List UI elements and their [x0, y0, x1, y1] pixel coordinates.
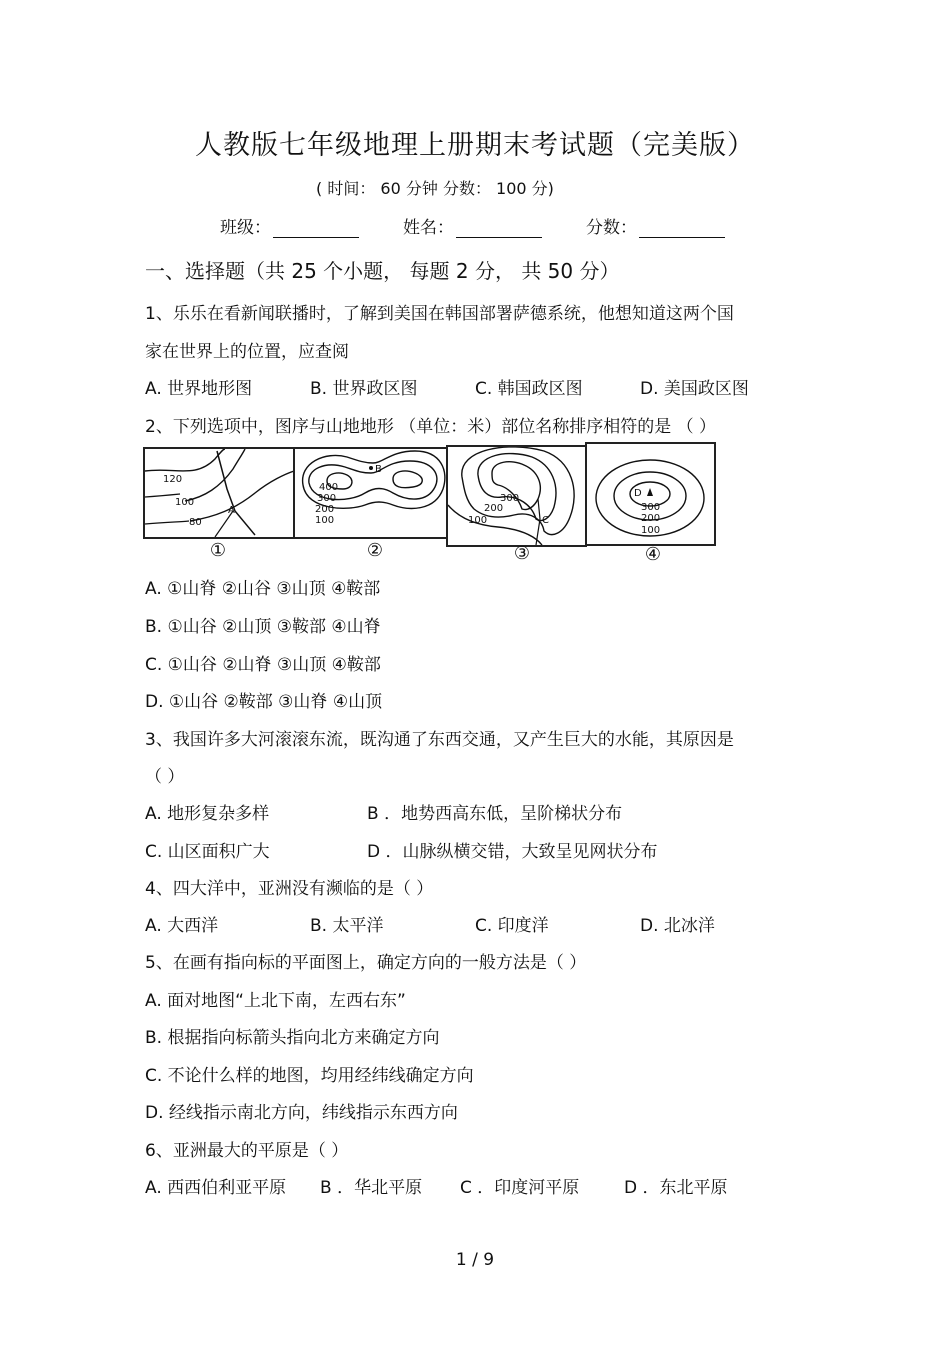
- q1-option-d[interactable]: D. 美国政区图: [640, 379, 749, 399]
- exam-time-line: ( 时间： 60 分钟 分数： 100 分): [316, 179, 554, 198]
- q4-stem: 4、四大洋中，亚洲没有濒临的是（ ）: [145, 879, 434, 899]
- score-blank[interactable]: [639, 219, 725, 238]
- q1-option-a[interactable]: A. 世界地形图: [145, 379, 253, 399]
- q3-stem-line1: 3、我国许多大河滚滚东流，既沟通了东西交通，又产生巨大的水能，其原因是: [145, 730, 734, 750]
- fig2-label-200: 200: [315, 504, 335, 515]
- q2-option-b[interactable]: B. ①山谷 ②山顶 ③鞍部 ④山脊: [145, 617, 381, 637]
- contour-map-1: [143, 447, 296, 539]
- q4-option-a[interactable]: A. 大西洋: [145, 916, 219, 936]
- fig2-label-300: 300: [317, 493, 337, 504]
- q2-option-d[interactable]: D. ①山谷 ②鞍部 ③山脊 ④山顶: [145, 692, 383, 712]
- fig3-label-100: 100: [468, 515, 488, 526]
- fig3-label-c: C: [542, 515, 549, 526]
- q6-option-b[interactable]: B ．华北平原: [320, 1178, 423, 1198]
- q3-option-a[interactable]: A. 地形复杂多样: [145, 804, 270, 824]
- q6-option-a[interactable]: A. 西西伯利亚平原: [145, 1178, 287, 1198]
- contour-map-4: [585, 442, 716, 546]
- q2-option-a[interactable]: A. ①山脊 ②山谷 ③山顶 ④鞍部: [145, 579, 381, 599]
- fig-label-3: ③: [513, 543, 531, 564]
- section-heading: 一、选择题（共 25 个小题， 每题 2 分， 共 50 分）: [145, 259, 620, 283]
- q5-option-c[interactable]: C. 不论什么样的地图，均用经纬线确定方向: [145, 1066, 474, 1086]
- contour-map-3: [446, 445, 587, 547]
- fig1-label-120: 120: [163, 474, 183, 485]
- q3-stem-line2: （ ）: [145, 767, 185, 787]
- fig2-label-400: 400: [319, 482, 339, 493]
- name-label: 姓名：: [403, 218, 454, 238]
- fig4-label-300: 300: [641, 502, 661, 513]
- score-label: 分数：: [586, 218, 637, 238]
- fig1-label-100: 100: [175, 497, 195, 508]
- name-blank[interactable]: [456, 219, 542, 238]
- q3-option-c[interactable]: C. 山区面积广大: [145, 842, 270, 862]
- fig4-label-d: D: [634, 488, 642, 499]
- fig-label-4: ④: [644, 544, 662, 565]
- name-field: [403, 213, 542, 238]
- q3-option-d[interactable]: D ．山脉纵横交错，大致呈见网状分布: [367, 842, 658, 862]
- q6-stem: 6、亚洲最大的平原是（ ）: [145, 1141, 349, 1161]
- page-title: 人教版七年级地理上册期末考试题（完美版）: [195, 130, 755, 161]
- page-number: 1 / 9: [455, 1250, 495, 1270]
- contour-map-2: [293, 447, 449, 539]
- q1-option-c[interactable]: C. 韩国政区图: [475, 379, 583, 399]
- fig1-label-80: 80: [189, 517, 202, 528]
- q4-option-b[interactable]: B. 太平洋: [310, 916, 384, 936]
- fig4-label-200: 200: [641, 513, 661, 524]
- class-label: 班级：: [220, 218, 271, 238]
- q5-option-a[interactable]: A. 面对地图“上北下南，左西右东”: [145, 991, 406, 1011]
- fig2-label-100: 100: [315, 515, 335, 526]
- fig-label-2: ②: [366, 540, 384, 561]
- fig3-label-200: 200: [484, 503, 504, 514]
- score-field: [586, 213, 725, 238]
- fig4-label-100: 100: [641, 525, 661, 536]
- fig2-label-b: B: [375, 464, 382, 475]
- q1-stem-line1: 1、乐乐在看新闻联播时，了解到美国在韩国部署萨德系统，他想知道这两个国: [145, 304, 734, 324]
- q3-option-b[interactable]: B ．地势西高东低，呈阶梯状分布: [367, 804, 623, 824]
- fig-label-1: ①: [209, 540, 227, 561]
- q4-option-c[interactable]: C. 印度洋: [475, 916, 549, 936]
- q2-stem: 2、下列选项中，图序与山地地形 （单位：米）部位名称排序相符的是 （ ）: [145, 417, 717, 437]
- q4-option-d[interactable]: D. 北冰洋: [640, 916, 715, 936]
- q5-option-d[interactable]: D. 经线指示南北方向，纬线指示东西方向: [145, 1103, 458, 1123]
- q1-stem-line2: 家在世界上的位置，应查阅: [145, 342, 349, 362]
- q6-option-c[interactable]: C ．印度河平原: [460, 1178, 580, 1198]
- q1-option-b[interactable]: B. 世界政区图: [310, 379, 418, 399]
- q6-option-d[interactable]: D ．东北平原: [624, 1178, 728, 1198]
- q5-option-b[interactable]: B. 根据指向标箭头指向北方来确定方向: [145, 1028, 440, 1048]
- q2-option-c[interactable]: C. ①山谷 ②山脊 ③山顶 ④鞍部: [145, 655, 381, 675]
- q5-stem: 5、在画有指向标的平面图上，确定方向的一般方法是（ ）: [145, 953, 587, 973]
- class-field: [220, 213, 359, 238]
- fig3-label-300: 300: [500, 493, 520, 504]
- fig1-label-a: A: [228, 505, 235, 516]
- class-blank[interactable]: [273, 219, 359, 238]
